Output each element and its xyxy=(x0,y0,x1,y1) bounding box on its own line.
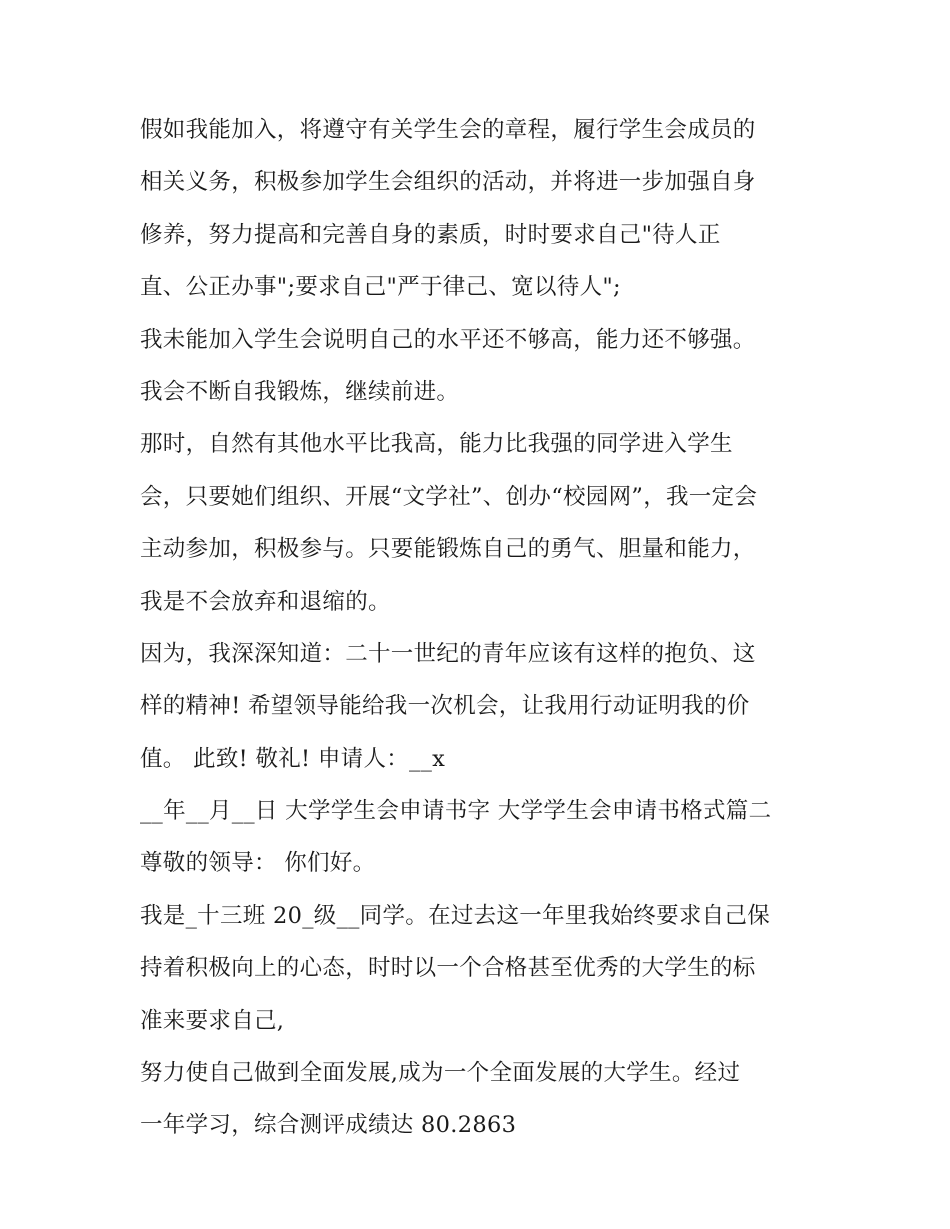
body-text xyxy=(140,104,830,1152)
text-line: 会，只要她们组织、开展“文学社”、创办“校园网”，我一定会 xyxy=(140,483,758,510)
text-line: 那时，自然有其他水平比我高，能力比我强的同学进入学生 xyxy=(140,431,733,458)
text-line: 我是_十三班 20_级__同学。在过去这一年里我始终要求自己保 xyxy=(140,902,771,929)
text-line: 因为，我深深知道：二十一世纪的青年应该有这样的抱负、这 xyxy=(140,640,756,667)
text-line: 样的精神! 希望领导能给我一次机会，让我用行动证明我的价 xyxy=(140,693,750,720)
text-line: 值。 此致! 敬礼! 申请人：__x xyxy=(140,745,446,772)
text-line: 我会不断自我锻炼，继续前进。 xyxy=(140,378,460,405)
text-line: 直、公正办事";要求自己"严于律己、宽以待人"; xyxy=(140,274,621,301)
text-line: 修养，努力提高和完善自身的素质，时时要求自己"待人正 xyxy=(140,221,721,248)
text-line: 尊敬的领导： 你们好。 xyxy=(140,850,376,877)
text-line: 努力使自己做到全面发展,成为一个全面发展的大学生。经过 xyxy=(140,1060,741,1087)
text-line: 相关义务，积极参加学生会组织的活动，并将进一步加强自身 xyxy=(140,169,756,196)
text-line: 假如我能加入，将遵守有关学生会的章程，履行学生会成员的 xyxy=(140,117,756,143)
text-line: 我未能加入学生会说明自己的水平还不够高，能力还不够强。 xyxy=(140,326,756,353)
text-line: 我是不会放弃和退缩的。 xyxy=(140,588,391,615)
text-line: 持着积极向上的心态，时时以一个合格甚至优秀的大学生的标 xyxy=(140,955,756,982)
text-line: 一年学习，综合测评成绩达 80.2863 xyxy=(140,1112,517,1139)
text-line: __年__月__日 大学学生会申请书字 大学学生会申请书格式篇二 xyxy=(140,798,772,825)
text-line: 准来要求自己, xyxy=(140,1007,285,1034)
text-line: 主动参加，积极参与。只要能锻炼自己的勇气、胆量和能力， xyxy=(140,536,756,563)
